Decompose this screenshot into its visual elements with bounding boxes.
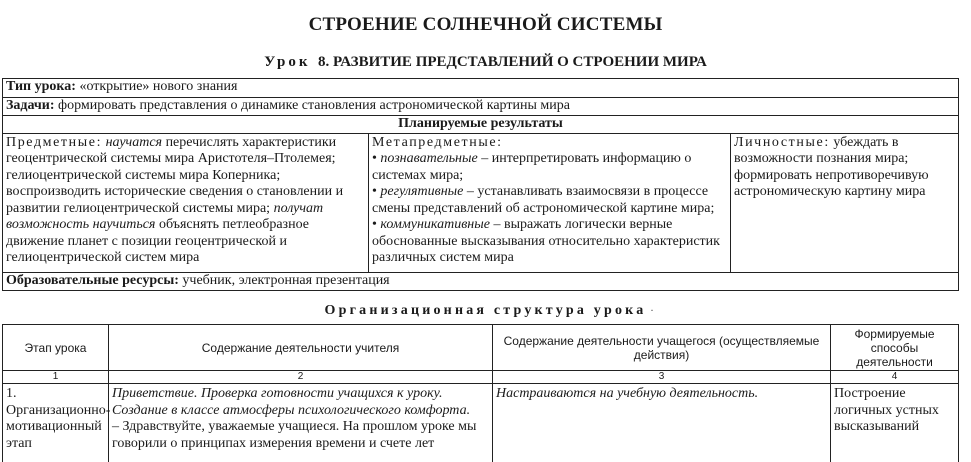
bullet-icon: • bbox=[372, 217, 377, 232]
personal-text: убеждать в возможности познания мира; формировать непротиворечивую астрономическую картину мира bbox=[734, 134, 929, 199]
structure-row-1 bbox=[3, 384, 959, 462]
tasks-value: формировать представления о динамике становления астрономической картины мира bbox=[58, 98, 570, 113]
meta-kind-communicative: коммуникативные bbox=[380, 217, 490, 232]
resources-label: Образовательные ресурсы: bbox=[6, 272, 179, 288]
subject-part4: объяснять петлеобразное движение планет с позиции геоцентрической и гелиоцентрической систем мира bbox=[6, 217, 309, 265]
meta-results-cell bbox=[369, 133, 731, 272]
planned-results-heading: Планируемые результаты bbox=[3, 116, 959, 134]
lesson-type-label: Тип урока: bbox=[6, 79, 76, 94]
subject-part2: перечислять характеристики геоцентрической системы мира Аристотеля–Птолемея; гелиоцентрической системы мира Коперника; воспроизводить исторические сведения о становлении и развитии гелиоцентрической системы мира; bbox=[6, 134, 344, 216]
resources-row bbox=[3, 272, 959, 290]
header-student: Содержание деятельности учащегося (осуществляемые действия) bbox=[493, 325, 831, 371]
header-stage: Этап урока bbox=[3, 325, 109, 371]
lesson-tasks-row bbox=[3, 98, 959, 116]
meta-item-cognitive bbox=[372, 151, 727, 184]
meta-kind-regulative: регулятивные bbox=[380, 184, 464, 199]
personal-results-cell bbox=[731, 133, 959, 272]
structure-header-row bbox=[3, 325, 959, 371]
results-row bbox=[3, 133, 959, 272]
planned-results-row bbox=[3, 116, 959, 134]
lesson-name: 8. РАЗВИТИЕ ПРЕДСТАВЛЕНИЙ О СТРОЕНИИ МИРА bbox=[317, 54, 707, 70]
meta-text-communicative: – выражать логически верные обоснованные высказывания относительно характеристик различных систем мира bbox=[372, 217, 720, 265]
resources-value: учебник, электронная презентация bbox=[182, 272, 390, 288]
subject-label: Предметные: bbox=[6, 134, 103, 150]
column-number: 4 bbox=[831, 371, 959, 384]
page-title: СТРОЕНИЕ СОЛНЕЧНОЙ СИСТЕМЫ bbox=[308, 14, 663, 35]
resources-cell bbox=[3, 272, 959, 290]
meta-item-regulative bbox=[372, 184, 727, 217]
column-number: 3 bbox=[493, 371, 831, 384]
column-numbers-row bbox=[3, 371, 959, 384]
subject-part1: научатся bbox=[105, 134, 163, 150]
meta-kind-cognitive: познавательные bbox=[380, 151, 478, 166]
subject-part3: получат возможность научиться bbox=[6, 200, 324, 232]
structure-table bbox=[2, 324, 959, 462]
column-number: 1 bbox=[3, 371, 109, 384]
header-skills: Формируемые способы деятельности bbox=[831, 325, 959, 371]
structure-title: Организационная структура урока bbox=[324, 303, 647, 318]
lesson-type-row bbox=[3, 79, 959, 98]
personal-label: Личностные: bbox=[734, 134, 830, 150]
meta-text-regulative: – устанавливать взаимосвязи в процессе смены представлений об астрономической картине мира; bbox=[372, 184, 715, 216]
column-number: 2 bbox=[109, 371, 493, 384]
teacher-italic: Приветствие. Проверка готовности учащихся к уроку. Создание в классе атмосферы психологического комфорта. bbox=[112, 386, 471, 418]
teacher-text: – Здравствуйте, уважаемые учащиеся. На прошлом уроке мы говорили о принципах измерения времени и счете лет bbox=[112, 419, 477, 451]
skills-cell: Построение логичных устных высказываний bbox=[831, 384, 959, 462]
meta-label: Метапредметные: bbox=[372, 134, 503, 150]
tasks-label: Задачи: bbox=[6, 98, 55, 113]
lesson-tasks-cell bbox=[3, 98, 959, 116]
meta-item-communicative bbox=[372, 217, 727, 267]
teacher-cell bbox=[109, 384, 493, 462]
lesson-card-table bbox=[2, 78, 959, 291]
stage-cell: 1. Организационно-мотивационный этап bbox=[3, 384, 109, 462]
lesson-word: Урок bbox=[264, 54, 311, 70]
bullet-icon: • bbox=[372, 184, 377, 199]
lesson-type-value: «открытие» нового знания bbox=[79, 79, 238, 94]
lesson-title bbox=[0, 54, 971, 71]
meta-text-cognitive: – интерпретировать информацию о системах мира; bbox=[372, 151, 692, 183]
header-teacher: Содержание деятельности учителя bbox=[109, 325, 493, 371]
lesson-type-cell bbox=[3, 79, 959, 98]
bullet-icon: • bbox=[372, 151, 377, 166]
stray-dot: · bbox=[650, 303, 654, 317]
student-cell: Настраиваются на учебную деятельность. bbox=[493, 384, 831, 462]
subject-results-cell bbox=[3, 133, 369, 272]
